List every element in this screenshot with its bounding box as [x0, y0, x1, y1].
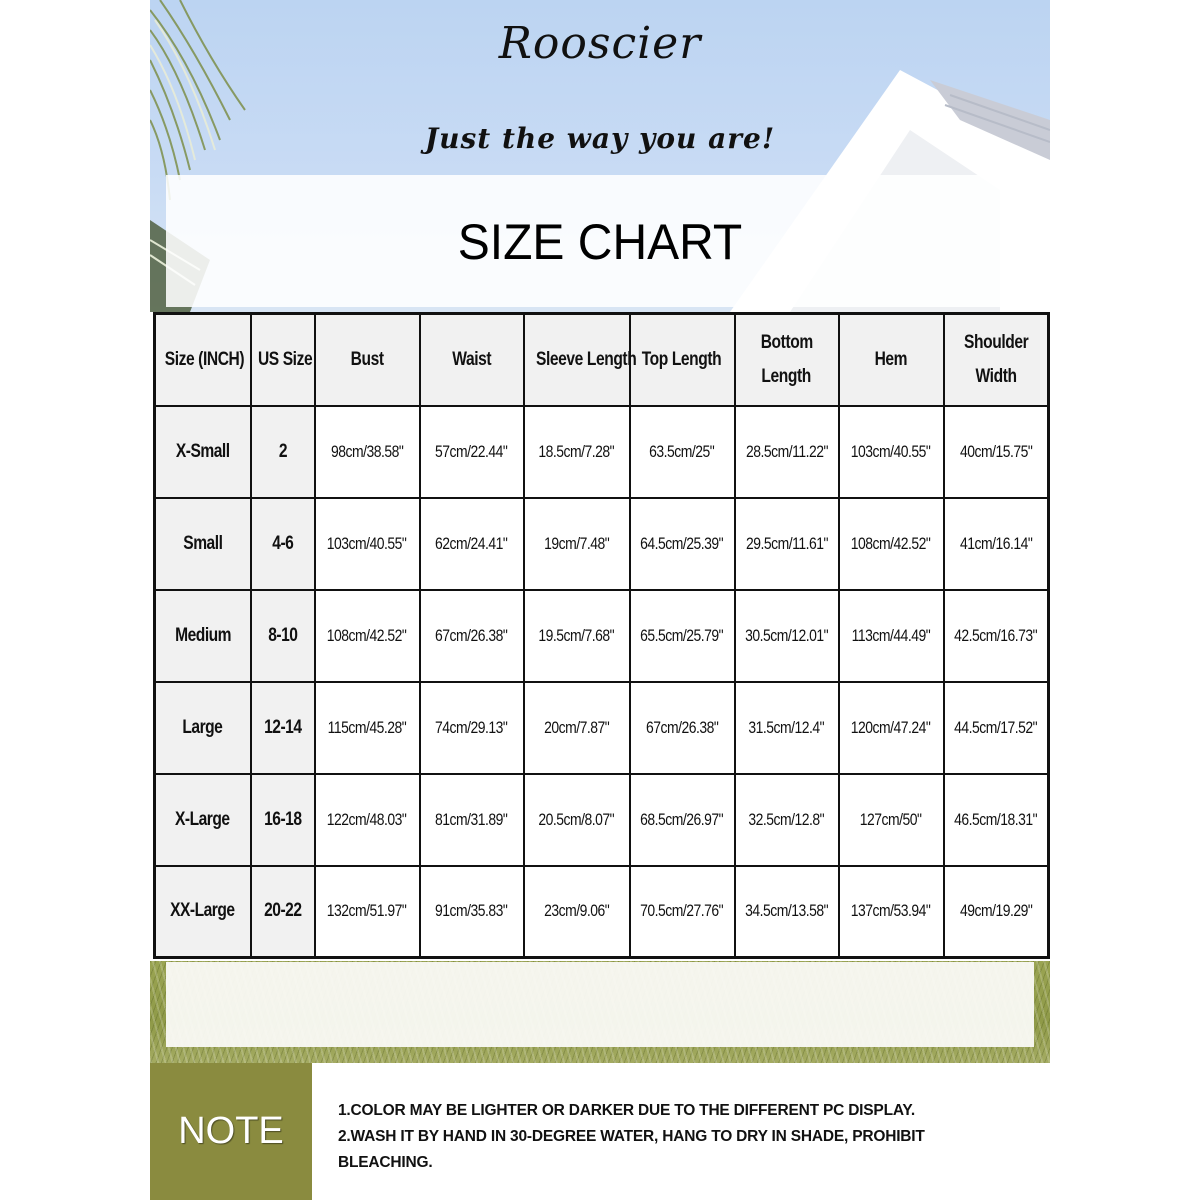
- waist-value: 57cm/22.44": [420, 406, 524, 498]
- sleeve-length-value: 23cm/9.06": [524, 866, 630, 958]
- note-line-3: BLEACHING.: [338, 1154, 433, 1171]
- header-banner: [150, 0, 1050, 312]
- size-label: X-Small: [155, 406, 251, 498]
- shoulder-width-value: 46.5cm/18.31": [944, 774, 1049, 866]
- bust-value: 103cm/40.55": [315, 498, 420, 590]
- hem-value: 137cm/53.94": [839, 866, 944, 958]
- size-label: Small: [155, 498, 251, 590]
- sleeve-length-value: 19.5cm/7.68": [524, 590, 630, 682]
- us-size: 8-10: [251, 590, 315, 682]
- column-header-waist: Waist: [420, 314, 524, 406]
- hem-value: 103cm/40.55": [839, 406, 944, 498]
- bust-value: 115cm/45.28": [315, 682, 420, 774]
- shoulder-width-value: 40cm/15.75": [944, 406, 1049, 498]
- size-label: Large: [155, 682, 251, 774]
- hem-value: 108cm/42.52": [839, 498, 944, 590]
- sleeve-length-value: 18.5cm/7.28": [524, 406, 630, 498]
- column-header-shoulder-width: Shoulder Width: [944, 314, 1049, 406]
- table-row: [155, 406, 1049, 498]
- bottom-length-value: 34.5cm/13.58": [735, 866, 839, 958]
- bottom-length-value: 32.5cm/12.8": [735, 774, 839, 866]
- table-row: [155, 682, 1049, 774]
- top-length-value: 68.5cm/26.97": [630, 774, 735, 866]
- hem-value: 120cm/47.24": [839, 682, 944, 774]
- size-label: XX-Large: [155, 866, 251, 958]
- table-row: [155, 590, 1049, 682]
- sleeve-length-value: 20.5cm/8.07": [524, 774, 630, 866]
- us-size: 12-14: [251, 682, 315, 774]
- waist-value: 74cm/29.13": [420, 682, 524, 774]
- column-header-bottom-length: Bottom Length: [735, 314, 839, 406]
- top-length-value: 67cm/26.38": [630, 682, 735, 774]
- column-header-top-length: Top Length: [630, 314, 735, 406]
- table-row: [155, 774, 1049, 866]
- size-chart-page: [150, 0, 1050, 1200]
- top-length-value: 63.5cm/25": [630, 406, 735, 498]
- note-text: [338, 1098, 1048, 1176]
- blank-panel: [166, 962, 1034, 1047]
- sleeve-length-value: 20cm/7.87": [524, 682, 630, 774]
- bust-value: 98cm/38.58": [315, 406, 420, 498]
- note-label: NOTE: [178, 1110, 284, 1152]
- table-header-row: [155, 314, 1049, 406]
- column-header-sleeve-length: Sleeve Length: [524, 314, 630, 406]
- hem-value: 127cm/50": [839, 774, 944, 866]
- bust-value: 132cm/51.97": [315, 866, 420, 958]
- table-row: [155, 498, 1049, 590]
- bottom-length-value: 31.5cm/12.4": [735, 682, 839, 774]
- us-size: 4-6: [251, 498, 315, 590]
- top-length-value: 70.5cm/27.76": [630, 866, 735, 958]
- size-label: Medium: [155, 590, 251, 682]
- shoulder-width-value: 49cm/19.29": [944, 866, 1049, 958]
- us-size: 16-18: [251, 774, 315, 866]
- top-length-value: 64.5cm/25.39": [630, 498, 735, 590]
- shoulder-width-value: 44.5cm/17.52": [944, 682, 1049, 774]
- brand-tagline: Just the way you are!: [424, 122, 776, 155]
- waist-value: 67cm/26.38": [420, 590, 524, 682]
- waist-value: 62cm/24.41": [420, 498, 524, 590]
- size-chart-table: [153, 312, 1050, 959]
- column-header-hem: Hem: [839, 314, 944, 406]
- sleeve-length-value: 19cm/7.48": [524, 498, 630, 590]
- grass-banner: [150, 961, 1050, 1063]
- column-header-size: Size (INCH): [155, 314, 251, 406]
- us-size: 20-22: [251, 866, 315, 958]
- bottom-length-value: 29.5cm/11.61": [735, 498, 839, 590]
- page-title: SIZE CHART: [457, 214, 743, 271]
- bottom-length-value: 28.5cm/11.22": [735, 406, 839, 498]
- title-panel: [166, 175, 1034, 307]
- bottom-length-value: 30.5cm/12.01": [735, 590, 839, 682]
- waist-value: 91cm/35.83": [420, 866, 524, 958]
- hem-value: 113cm/44.49": [839, 590, 944, 682]
- shoulder-width-value: 41cm/16.14": [944, 498, 1049, 590]
- column-header-us-size: US Size: [251, 314, 315, 406]
- note-line-1: 1.COLOR MAY BE LIGHTER OR DARKER DUE TO THE DIFFERENT PC DISPLAY.: [338, 1102, 915, 1119]
- bust-value: 122cm/48.03": [315, 774, 420, 866]
- brand-logo: Rooscier: [498, 18, 702, 69]
- bust-value: 108cm/42.52": [315, 590, 420, 682]
- shoulder-width-value: 42.5cm/16.73": [944, 590, 1049, 682]
- column-header-bust: Bust: [315, 314, 420, 406]
- note-badge: [150, 1063, 312, 1200]
- note-line-2: 2.WASH IT BY HAND IN 30-DEGREE WATER, HANG TO DRY IN SHADE, PROHIBIT: [338, 1128, 925, 1145]
- size-label: X-Large: [155, 774, 251, 866]
- us-size: 2: [251, 406, 315, 498]
- table-row: [155, 866, 1049, 958]
- waist-value: 81cm/31.89": [420, 774, 524, 866]
- top-length-value: 65.5cm/25.79": [630, 590, 735, 682]
